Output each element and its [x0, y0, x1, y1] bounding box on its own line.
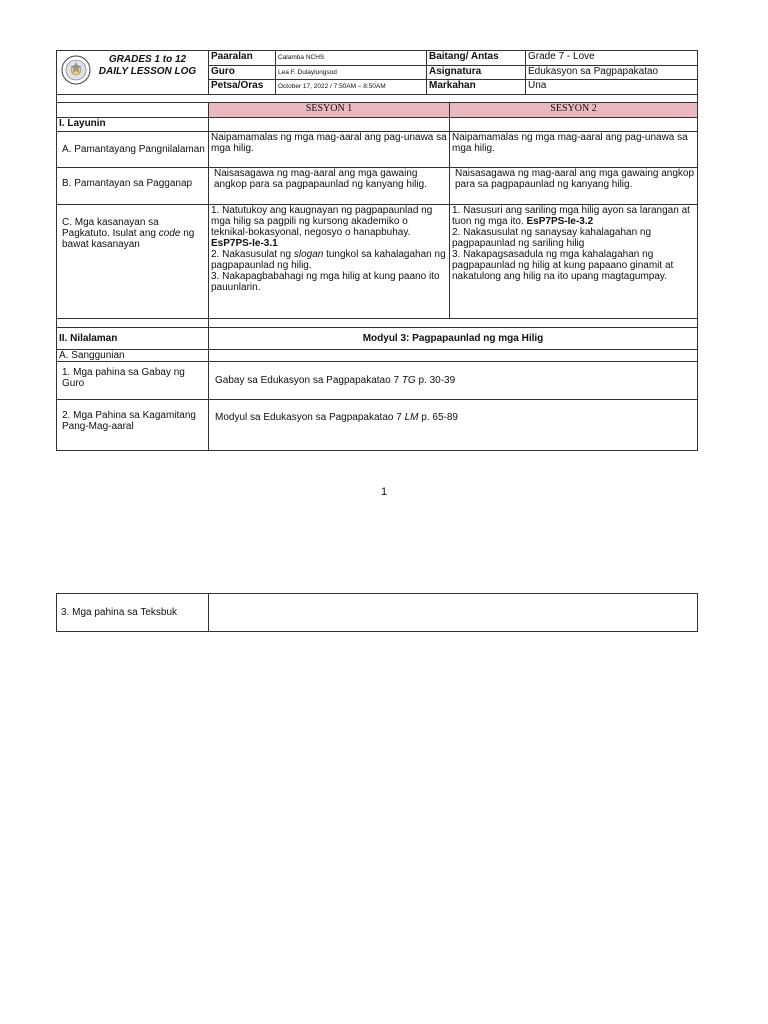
quarter-value: Una	[526, 80, 698, 95]
lesson-log-table-page2	[56, 593, 698, 632]
page-number: 1	[380, 486, 388, 498]
competencies-s1	[209, 205, 450, 319]
textbook-label: 3. Mga pahina sa Teksbuk	[57, 594, 209, 632]
textbook-value	[209, 594, 698, 632]
date-value: October 17, 2022 / 7:50AM – 8:50AM	[278, 83, 386, 90]
deped-seal-icon	[61, 55, 91, 85]
competencies-label	[57, 205, 209, 319]
quarter-label: Markahan	[427, 80, 526, 95]
competency-s1-item2: 2. Nakasusulat ng slogan tungkol sa kahalagahan ng pagpapaunlad ng hilig.	[211, 249, 446, 271]
grade-label: Baitang/ Antas	[427, 51, 526, 66]
performance-standard-s1: Naisasagawa ng mag-aaral ang mga gawaing angkop para sa pagpapaunlad ng kanyang hilig.	[209, 168, 450, 205]
date-label: Petsa/Oras	[209, 80, 276, 95]
content-heading: II. Nilalaman	[57, 328, 209, 350]
session2-header: SESYON 2	[450, 103, 698, 118]
competency-s2-item1: 1. Nasusuri ang sariling mga hilig ayon sa larangan at tuon ng mga ito. EsP7PS-Ie-3.2	[452, 205, 690, 227]
teacher-value: Lea F. Dulaylungsod	[278, 69, 337, 76]
competency-s2-item2: 2. Nakasusulat ng sanaysay kahalagahan ng pagpapaunlad ng sariling hilig	[452, 227, 652, 249]
references-label: A. Sanggunian	[57, 350, 209, 362]
header-title-line2: DAILY LESSON LOG	[98, 66, 197, 77]
header-title-line1: GRADES 1 to 12	[108, 54, 187, 65]
competency-s1-code: EsP7PS-Ie-3.1	[211, 238, 278, 249]
content-standard-s2: Naipamamalas ng mga mag-aaral ang pag-unawa sa mga hilig.	[450, 132, 698, 168]
learner-material-value: Modyul sa Edukasyon sa Pagpapakatao 7 LM p. 65-89	[209, 400, 698, 451]
header-title-cell	[57, 51, 209, 95]
competencies-s2	[450, 205, 698, 319]
lesson-log-table	[56, 50, 698, 451]
grade-value: Grade 7 - Love	[526, 51, 698, 66]
competency-s2-item3: 3. Nakapagsasadula ng mga kahalagahan ng pagpapaunlad ng hilig at kung papaano ginamit at nakatulong ang hilig na ito upang magtagumpay.	[452, 249, 674, 282]
competency-s1-item3: 3. Nakapagbabahagi ng mga hilig at kung paano ito pauunlarin.	[211, 271, 440, 293]
performance-standard-label: B. Pamantayan sa Pagganap	[62, 178, 193, 189]
module-title: Modyul 3: Pagpapaunlad ng mga Hilig	[209, 328, 698, 350]
competency-s1-item1: 1. Natutukoy ang kaugnayan ng pagpapaunlad ng mga hilig sa pagpili ng kursong akademiko o teknikal-bokasyonal, negosyo o hanapbuhay.	[211, 205, 433, 238]
school-label: Paaralan	[209, 51, 276, 66]
session1-header: SESYON 1	[209, 103, 450, 118]
competencies-label-text: C. Mga kasanayan sa Pagkatuto. Isulat ang	[62, 217, 159, 239]
subject-value: Edukasyon sa Pagpapakatao	[526, 66, 698, 80]
content-standard-s1: Naipamamalas ng mga mag-aaral ang pag-unawa sa mga hilig.	[209, 132, 450, 168]
subject-label: Asignatura	[427, 66, 526, 80]
learner-material-label: 2. Mga Pahina sa Kagamitang Pang-Mag-aaral	[57, 400, 209, 451]
competencies-label-text2: ng bawat kasanayan	[62, 228, 195, 250]
teacher-guide-value: Gabay sa Edukasyon sa Pagpapakatao 7 TG p. 30-39	[209, 362, 698, 400]
teacher-guide-label: 1. Mga pahina sa Gabay ng Guro	[57, 362, 209, 400]
school-value: Calamba NCHS	[278, 54, 325, 61]
objectives-heading: I. Layunin	[57, 118, 209, 132]
content-standard-label: A. Pamantayang Pangnilalaman	[62, 144, 205, 155]
competencies-label-code: code	[158, 228, 181, 239]
teacher-label: Guro	[209, 66, 276, 80]
performance-standard-s2: Naisasagawa ng mag-aaral ang mga gawaing angkop para sa pagpapaunlad ng kanyang hilig.	[450, 168, 698, 205]
